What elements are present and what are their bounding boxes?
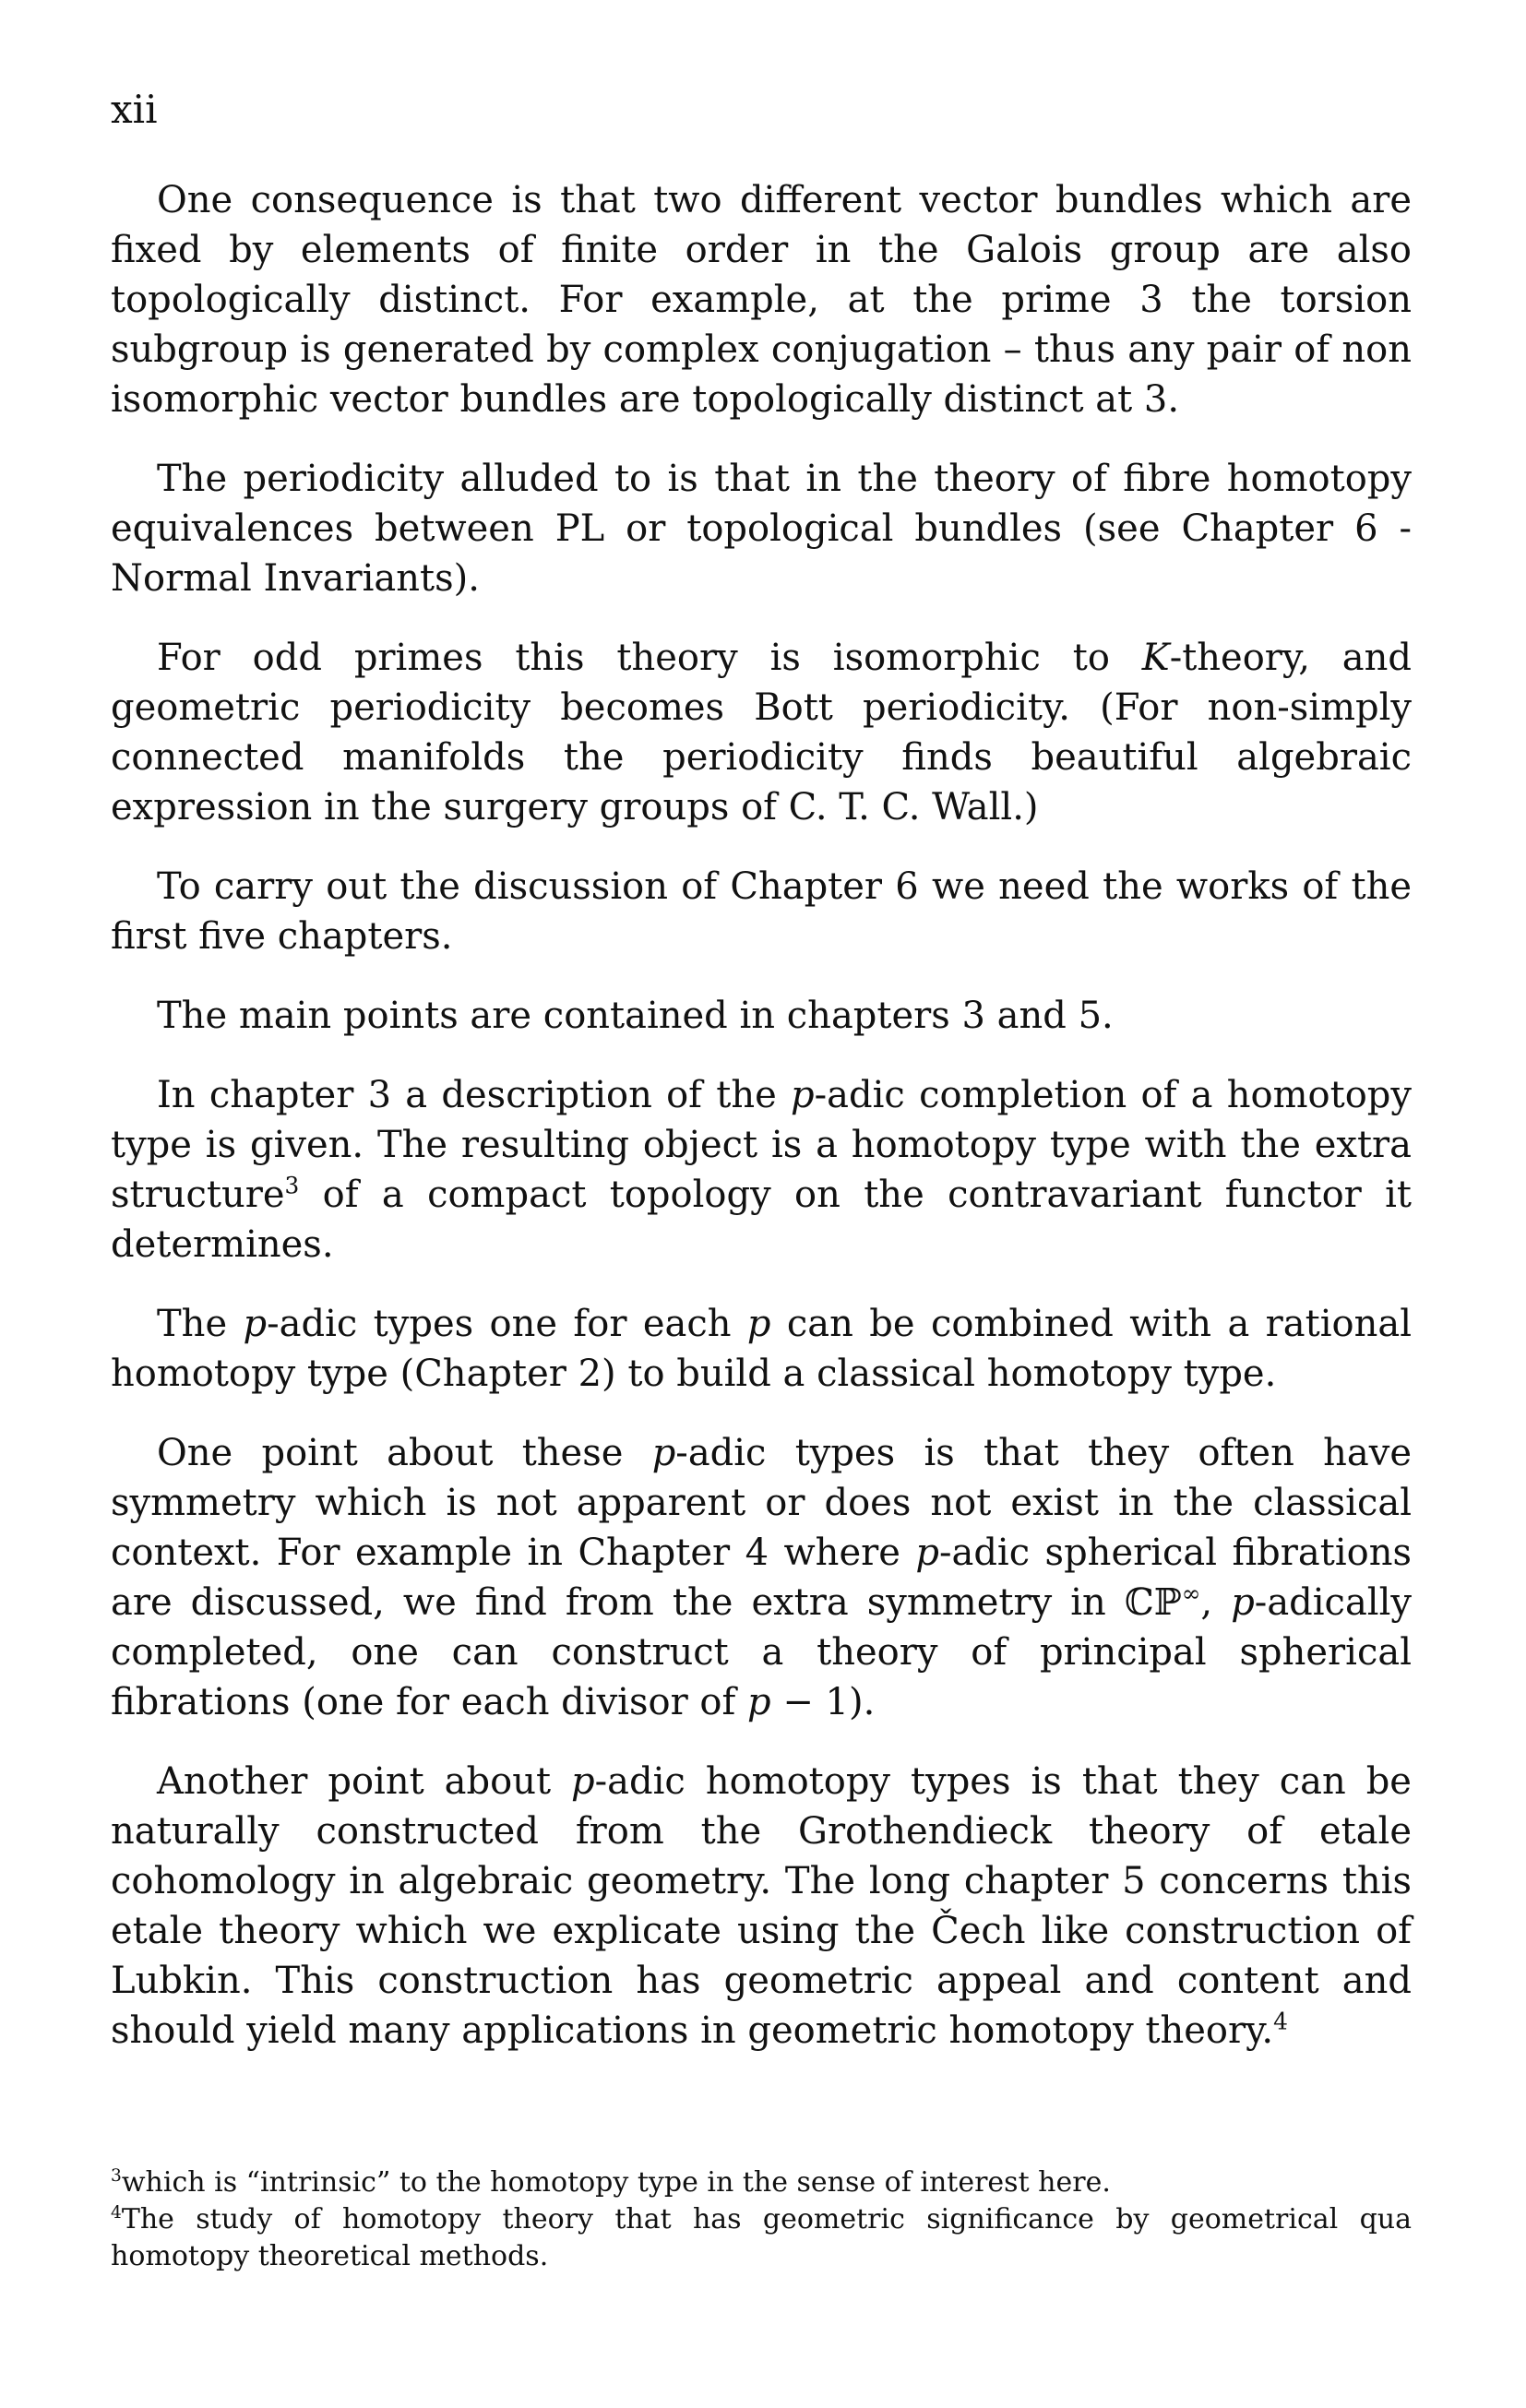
text-run: − 1). (770, 1681, 876, 1723)
math-symbol-p: p (651, 1432, 676, 1474)
math-symbol-p: p (1231, 1581, 1255, 1624)
math-symbol-k: K (1141, 637, 1170, 679)
paragraph-text: The periodicity alluded to is that in the theory of fibre homotopy equivalences between PL or topological bundles (see Chapter 6 - Normal Invariants). (111, 458, 1412, 600)
footnote-ref-3: 3 (284, 1172, 300, 1199)
body-text (111, 175, 1412, 2085)
math-symbol-p: p (746, 1303, 771, 1345)
text-run: For odd primes this theory is isomorphic to (157, 637, 1142, 679)
footnote-ref-4: 4 (1273, 2008, 1288, 2035)
paragraph-symmetry (111, 1428, 1412, 1727)
text-run: -adic homotopy types is that they can be naturally constructed from the Grothendieck theory of etale cohomology in algebraic geometry. The long chapter 5 concerns this etale theory which we explicate using the Čech like construction of Lubkin. This construction has geometric appeal and content and should yield many applications in geometric homotopy theory. (111, 1760, 1412, 2052)
text-run: can be combined with a rational homotopy type (Chapter 2) to build a classical homotopy type. (111, 1303, 1412, 1395)
text-run: -adically completed, one can construct a theory of principal spherical fibrations (one for each divisor of (111, 1581, 1412, 1723)
paragraph-text: One consequence is that two different vector bundles which are fixed by elements of finite order in the Galois group are also topologically distinct. For example, at the prime 3 the torsion subgroup is generated by complex conjugation – thus any pair of non isomorphic vector bundles are topologically distinct at 3. (111, 179, 1412, 421)
text-run: , (1200, 1581, 1232, 1624)
text-run: One point about these (157, 1432, 652, 1474)
footnote-text: which is “intrinsic” to the homotopy type in the sense of interest here. (121, 2166, 1111, 2199)
footnote-4 (111, 2201, 1412, 2275)
text-run: The (157, 1303, 244, 1345)
paragraph-etale-theory (111, 1757, 1412, 2056)
footnote-marker: 4 (111, 2203, 122, 2223)
text-run: -adic spherical fibrations are discussed, we find from the extra symmetry in ℂℙ (111, 1532, 1412, 1624)
paragraph-p-adic-types (111, 1299, 1412, 1399)
text-run: -adic types is that they often have symmetry which is not apparent or does not exist in the classical context. For example in Chapter 4 where (111, 1432, 1412, 1574)
infinity-superscript: ∞ (1181, 1580, 1201, 1607)
footnotes (111, 2164, 1412, 2275)
text-run: -adic types one for each (267, 1303, 747, 1345)
text-run: In chapter 3 a description of the (157, 1074, 792, 1116)
math-symbol-p: p (571, 1760, 595, 1803)
paragraph-chapter-3 (111, 1070, 1412, 1270)
text-run: -adic completion of a homotopy type is given. The resulting object is a homotopy type with the extra structure (111, 1074, 1413, 1216)
text-run: -theory, and geometric periodicity becomes Bott periodicity. (For non-simply connected manifolds the periodicity finds beautiful algebraic expression in the surgery groups of C. T. C. Wall.) (111, 637, 1413, 828)
math-symbol-p: p (791, 1074, 815, 1116)
paragraph-text: The main points are contained in chapters 3 and 5. (157, 995, 1114, 1037)
footnote-3 (111, 2164, 1412, 2201)
paragraph-galois-bundles (111, 175, 1412, 424)
text-run: Another point about (157, 1760, 572, 1803)
paragraph-main-points (111, 991, 1412, 1041)
math-symbol-p: p (915, 1532, 939, 1574)
paragraph-periodicity (111, 454, 1412, 603)
footnote-text: The study of homotopy theory that has geometric significance by geometrical qua homotopy theoretical methods. (111, 2203, 1412, 2272)
paragraph-odd-primes (111, 633, 1412, 832)
paragraph-chapter-6 (111, 862, 1412, 961)
text-run: of a compact topology on the contravariant functor it determines. (111, 1174, 1412, 1266)
paragraph-text: To carry out the discussion of Chapter 6 we need the works of the first five chapters. (111, 865, 1412, 958)
page-number: xii (111, 87, 158, 132)
footnote-marker: 3 (111, 2166, 122, 2186)
math-symbol-p: p (747, 1681, 771, 1723)
math-symbol-p: p (243, 1303, 268, 1345)
